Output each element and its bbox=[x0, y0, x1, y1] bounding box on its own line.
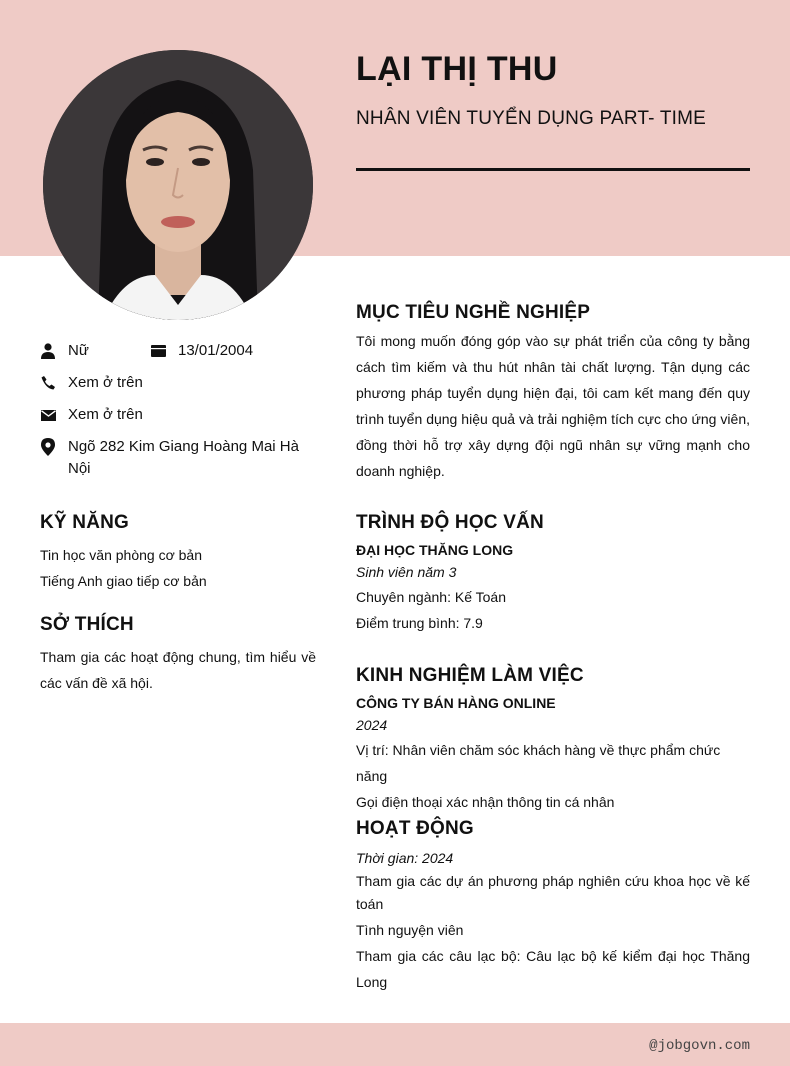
activities-heading: HOẠT ĐỘNG bbox=[356, 818, 474, 839]
hobbies-text: Tham gia các hoạt động chung, tìm hiểu về các vấn đề xã hội. bbox=[40, 649, 316, 691]
gender-value: Nữ bbox=[68, 342, 89, 359]
school-name: ĐẠI HỌC THĂNG LONG bbox=[356, 542, 514, 558]
address-row bbox=[40, 436, 320, 480]
objective-text: Tôi mong muốn đóng góp vào sự phát triển của công ty bằng cách tìm kiếm và thu hút nhân tài chất lượng. Tận dụng các phương pháp tuyển dụng hiện đại, tôi cam kết mang đến quy trình tuyển dụng hiệu quả và trải nghiệm tích cực cho ứng viên, đồng thời hỗ trợ xây dựng đội ngũ nhân sự vững mạnh cho doanh nghiệp. bbox=[356, 333, 750, 479]
gender-birthday-row bbox=[40, 340, 320, 362]
hobbies-section bbox=[40, 614, 316, 696]
skill-item: Tiếng Anh giao tiếp cơ bản bbox=[40, 573, 207, 589]
birthday-value: 13/01/2004 bbox=[178, 342, 254, 359]
experience-section bbox=[356, 665, 750, 815]
education-gpa: Điểm trung bình: 7.9 bbox=[356, 615, 483, 631]
activity-line: Tham gia các dự án phương pháp nghiên cứu khoa học về kế toán bbox=[356, 873, 750, 912]
skills-section bbox=[40, 512, 316, 594]
education-section bbox=[356, 512, 750, 636]
address-value: Ngõ 282 Kim Giang Hoàng Mai Hà Nội bbox=[68, 438, 299, 477]
experience-heading: KINH NGHIỆM LÀM VIỆC bbox=[356, 665, 584, 686]
experience-line: Vị trí: Nhân viên chăm sóc khách hàng về thực phẩm chức năng bbox=[356, 742, 721, 784]
activity-line: Tình nguyện viên bbox=[356, 922, 464, 938]
email-value: Xem ở trên bbox=[68, 406, 143, 423]
experience-year: 2024 bbox=[356, 717, 388, 733]
objective-heading: MỤC TIÊU NGHỀ NGHIỆP bbox=[356, 302, 591, 323]
calendar-icon bbox=[150, 340, 166, 362]
phone-value: Xem ở trên bbox=[68, 374, 143, 391]
profile-photo bbox=[43, 50, 313, 320]
experience-line: Gọi điện thoại xác nhận thông tin cá nhân bbox=[356, 794, 615, 810]
footer-watermark: @jobgovn.com bbox=[649, 1038, 750, 1054]
hobbies-heading: SỞ THÍCH bbox=[40, 614, 134, 635]
phone-icon bbox=[40, 372, 56, 394]
activities-time: Thời gian: 2024 bbox=[356, 850, 454, 866]
birthday-row bbox=[150, 340, 253, 362]
skills-heading: KỸ NĂNG bbox=[40, 512, 130, 533]
company-name: CÔNG TY BÁN HÀNG ONLINE bbox=[356, 695, 556, 711]
email-row bbox=[40, 404, 320, 426]
gender-row bbox=[40, 340, 150, 362]
education-status: Sinh viên năm 3 bbox=[356, 564, 457, 580]
skills-list bbox=[40, 542, 316, 594]
education-heading: TRÌNH ĐỘ HỌC VẤN bbox=[356, 512, 544, 533]
job-title: NHÂN VIÊN TUYỂN DỤNG PART- TIME bbox=[356, 108, 707, 129]
skill-item: Tin học văn phòng cơ bản bbox=[40, 547, 202, 563]
location-pin-icon bbox=[40, 436, 56, 458]
title-divider bbox=[356, 168, 750, 171]
mail-icon bbox=[40, 404, 56, 426]
contact-info bbox=[40, 340, 320, 490]
objective-section bbox=[356, 302, 750, 484]
candidate-name: LẠI THỊ THU bbox=[356, 50, 558, 88]
activity-line: Tham gia các câu lạc bộ: Câu lạc bộ kế kiểm đại học Thăng Long bbox=[356, 948, 750, 990]
phone-row bbox=[40, 372, 320, 394]
education-major: Chuyên ngành: Kế Toán bbox=[356, 589, 506, 605]
activities-section bbox=[356, 818, 750, 995]
person-icon bbox=[40, 340, 56, 362]
